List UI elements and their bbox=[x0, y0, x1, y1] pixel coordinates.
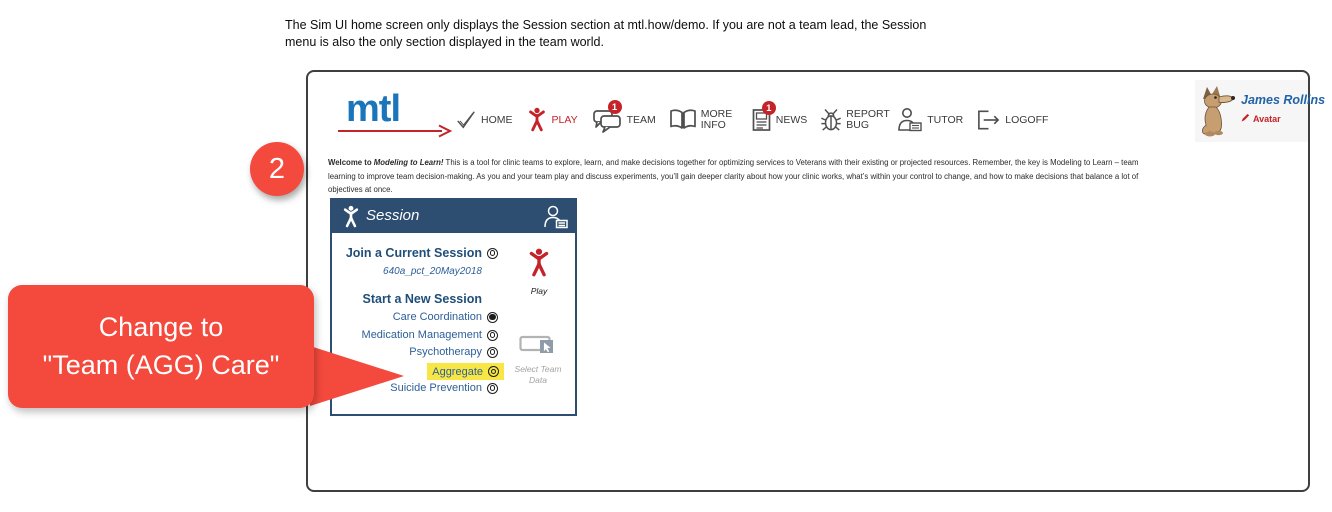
nav-label: MORE INFO bbox=[700, 107, 733, 131]
radio-icon[interactable] bbox=[487, 330, 498, 341]
radio-icon[interactable] bbox=[487, 347, 498, 358]
nav-item-play[interactable] bbox=[526, 107, 578, 133]
callout-line-1: Change to bbox=[98, 311, 224, 342]
callout-box bbox=[8, 285, 314, 408]
pencil-icon bbox=[1241, 113, 1250, 124]
start-session-label: Start a New Session bbox=[362, 292, 482, 306]
welcome-body: This is a tool for clinic teams to explore, learn, and make decisions together for optimizing services to Veterans with their existing or projected resources. Remember, the key is Modeling to Learn – team learning to improve team decision-making. As you and your team play and discuss experiments, you’ll gain deeper clarity about how your clinic works, what’s within your control to change, and how to make decisions that balance a lot of objectives at once. bbox=[328, 158, 1139, 195]
play-button[interactable] bbox=[517, 247, 561, 296]
radio-icon[interactable] bbox=[487, 383, 498, 394]
step-2-badge: 2 bbox=[250, 142, 304, 196]
radio-icon[interactable] bbox=[488, 366, 499, 377]
nav-item-more-info[interactable] bbox=[669, 108, 739, 132]
current-session-name: 640a_pct_20May2018 bbox=[383, 266, 482, 277]
option-label: Medication Management bbox=[361, 329, 482, 341]
nav-label: REPORT BUG bbox=[846, 107, 890, 131]
notification-badge: 1 bbox=[762, 101, 776, 115]
nav-item-report-bug[interactable] bbox=[820, 107, 890, 133]
nav-label: PLAY bbox=[551, 114, 578, 126]
nav-label: TEAM bbox=[626, 114, 656, 126]
select-team-data-icon bbox=[519, 344, 557, 361]
option-label: Psychotherapy bbox=[409, 346, 482, 358]
option-label: Suicide Prevention bbox=[390, 382, 482, 394]
main-nav bbox=[455, 101, 1048, 139]
jumping-figure-icon bbox=[526, 107, 548, 133]
select-team-data-label: Select Team Data bbox=[514, 364, 562, 386]
start-session-row bbox=[332, 292, 498, 306]
radio-icon[interactable] bbox=[487, 312, 498, 323]
nav-item-team[interactable] bbox=[591, 101, 656, 133]
nav-label: HOME bbox=[481, 114, 513, 126]
session-title: Session bbox=[366, 207, 420, 224]
mtl-logo[interactable]: mtl bbox=[346, 88, 400, 130]
logo-arrow-icon bbox=[338, 124, 452, 143]
welcome-text bbox=[328, 156, 1158, 197]
user-name: James Rollins bbox=[1241, 93, 1326, 107]
user-chip bbox=[1195, 80, 1326, 142]
open-book-icon bbox=[669, 108, 697, 132]
avatar-edit-link[interactable] bbox=[1241, 113, 1325, 124]
join-session-label: Join a Current Session bbox=[345, 246, 482, 260]
session-option-aggregate[interactable] bbox=[427, 363, 504, 380]
select-team-data-button[interactable] bbox=[512, 333, 564, 386]
nav-label: NEWS bbox=[775, 114, 808, 126]
nav-label: TUTOR bbox=[927, 114, 964, 126]
nav-label: LOGOFF bbox=[1005, 114, 1049, 126]
session-roster-icon[interactable] bbox=[543, 204, 569, 235]
current-session-row[interactable] bbox=[332, 266, 498, 277]
option-label: Aggregate bbox=[432, 365, 483, 378]
tutor-icon bbox=[897, 107, 923, 133]
notification-badge: 1 bbox=[608, 100, 622, 114]
radio-icon[interactable] bbox=[487, 248, 498, 259]
join-session-row[interactable] bbox=[332, 246, 498, 260]
session-option-care-coordination[interactable] bbox=[332, 311, 498, 323]
bug-icon bbox=[820, 107, 842, 133]
logoff-icon bbox=[976, 109, 1001, 131]
avatar-edit-label: Avatar bbox=[1253, 113, 1281, 124]
option-label: Care Coordination bbox=[392, 311, 482, 323]
play-label: Play bbox=[530, 286, 548, 296]
callout-arrow bbox=[310, 342, 408, 415]
checkmark-icon bbox=[455, 109, 477, 131]
nav-item-tutor[interactable] bbox=[897, 107, 963, 133]
welcome-lead-em: Modeling to Learn! bbox=[373, 158, 444, 167]
nav-item-news[interactable] bbox=[752, 102, 808, 132]
callout-line-2: "Team (AGG) Care" bbox=[42, 349, 280, 380]
welcome-lead: Welcome to bbox=[328, 158, 372, 167]
avatar bbox=[1199, 85, 1237, 142]
play-figure-icon bbox=[526, 266, 552, 283]
nav-item-logoff[interactable] bbox=[976, 109, 1048, 131]
nav-item-home[interactable] bbox=[455, 109, 513, 131]
session-option-medication-management[interactable] bbox=[332, 329, 498, 341]
intro-text: The Sim UI home screen only displays the Session section at mtl.how/demo. If you are not a team lead, the Session menu is also the only section displayed in the team world. bbox=[285, 18, 927, 50]
